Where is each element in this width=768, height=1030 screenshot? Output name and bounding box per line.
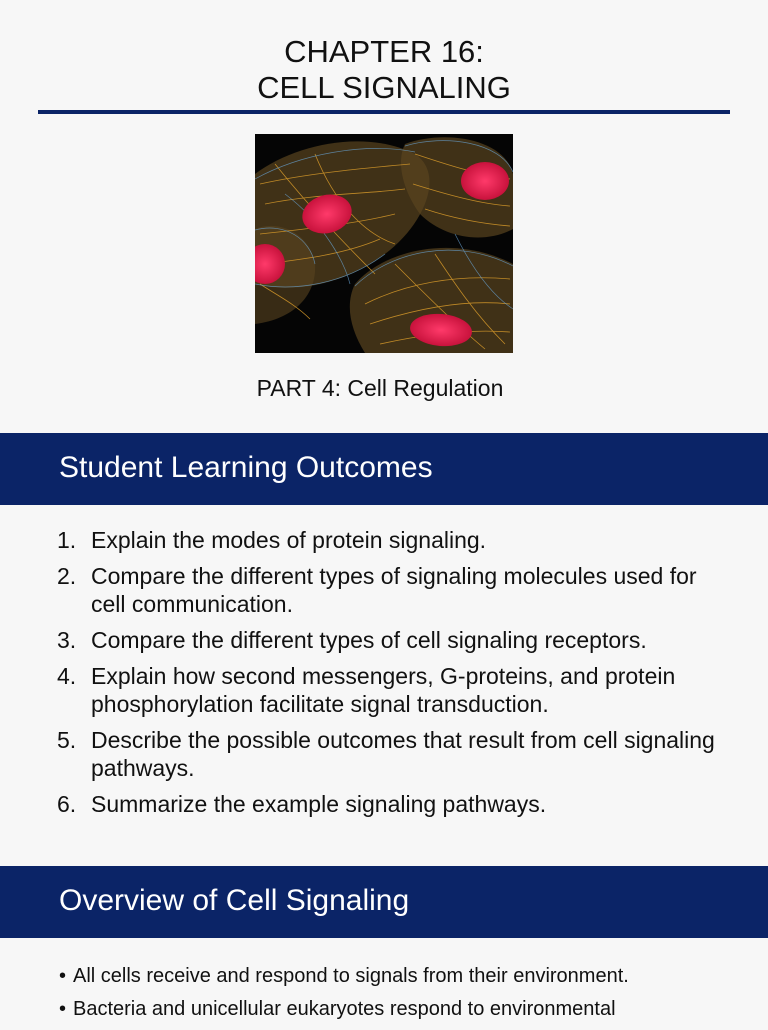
outcome-text: Describe the possible outcomes that result from cell signaling pathways. [91,727,715,781]
bullet-icon: • [59,998,67,1020]
part-subtitle: PART 4: Cell Regulation [256,375,504,401]
outcome-number: 3. [57,627,77,653]
outcome-item [57,562,727,618]
overview-banner [0,866,768,938]
outcome-text: Compare the different types of signaling molecules used for cell communication. [91,563,697,617]
outcome-item [57,526,727,554]
overview-list [59,964,749,1030]
overview-bullet [59,997,749,1021]
page-title [0,34,768,106]
title-divider [38,110,730,114]
outcome-text: Compare the different types of cell signaling receptors. [91,627,647,653]
outcome-number: 2. [57,563,77,589]
outcome-number: 1. [57,527,77,553]
outcome-item [57,662,727,718]
outcome-item [57,790,727,818]
outcomes-banner [0,433,768,505]
outcome-text: Explain how second messengers, G-proteins, and protein phosphorylation facilitate signal transduction. [91,663,676,717]
bullet-text: Bacteria and unicellular eukaryotes respond to environmental [73,998,616,1020]
outcome-number: 4. [57,663,77,689]
bullet-icon: • [59,965,67,987]
title-line-2: CELL SIGNALING [257,70,511,105]
outcome-number: 5. [57,727,77,753]
overview-heading: Overview of Cell Signaling [59,884,410,917]
cell-micrograph-svg [255,134,513,353]
outcome-number: 6. [57,791,77,817]
outcome-text: Summarize the example signaling pathways. [91,791,547,817]
outcomes-list [57,526,727,826]
title-line-1: CHAPTER 16: [284,34,484,69]
outcomes-heading: Student Learning Outcomes [59,451,433,484]
outcome-text: Explain the modes of protein signaling. [91,527,487,553]
cell-micrograph-image [255,134,513,353]
overview-bullet [59,964,749,988]
bullet-text: All cells receive and respond to signals from their environment. [73,965,629,987]
outcome-item [57,726,727,782]
outcome-item [57,626,727,654]
